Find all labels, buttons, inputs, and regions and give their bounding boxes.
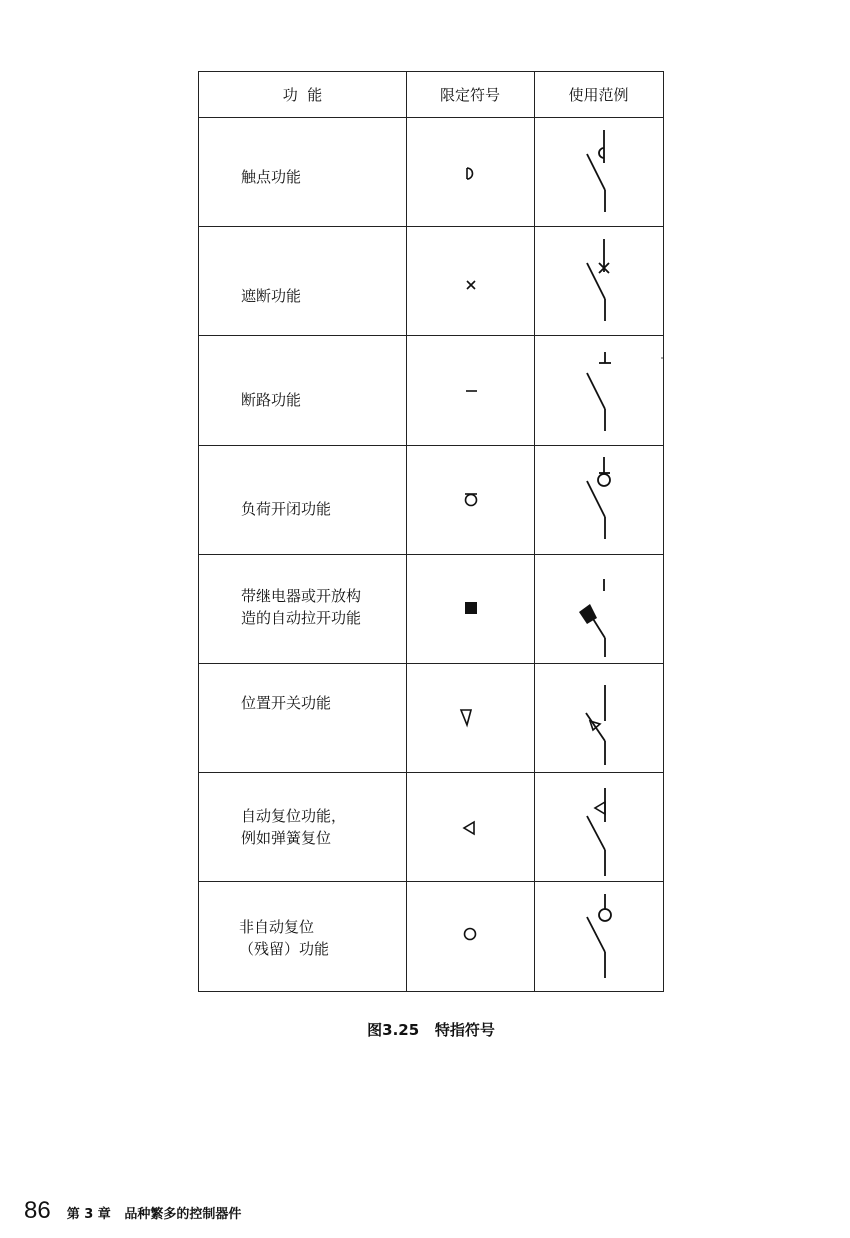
- row-4-function: 负荷开闭功能: [241, 500, 332, 518]
- scan-speck: [661, 357, 663, 359]
- row-3-function: 断路功能: [241, 391, 302, 409]
- non-automatic-return-function-example-icon: [565, 890, 635, 985]
- non-automatic-return-function-icon: [456, 920, 484, 948]
- row-2-function: 遮断功能: [241, 287, 302, 305]
- position-switch-function-icon: [456, 704, 484, 732]
- chapter-title: 第 3 章 品种繁多的控制器件: [66, 1207, 242, 1222]
- row-7-function: 自动复位功能， 例如弹簧复位: [241, 807, 347, 847]
- interrupting-function-icon: [458, 272, 486, 300]
- load-switching-function-example-icon: [565, 455, 635, 545]
- load-switching-function-icon: [457, 486, 485, 514]
- row-divider: [199, 226, 663, 227]
- header-qualifier-symbol: 限定符号: [439, 86, 500, 104]
- row-divider: [199, 335, 663, 336]
- automatic-release-function-example-icon: [565, 563, 635, 658]
- row-5-function: 带继电器或开放构 造的自动拉开功能: [241, 587, 362, 627]
- column-divider: [406, 72, 407, 991]
- row-divider: [199, 117, 663, 118]
- column-divider: [534, 72, 535, 991]
- automatic-return-function-icon: [457, 814, 485, 842]
- header-function: 功 能: [282, 86, 323, 104]
- row-divider: [199, 663, 663, 664]
- contact-function-example-icon: [565, 128, 635, 218]
- automatic-return-function-example-icon: [565, 782, 635, 877]
- row-divider: [199, 772, 663, 773]
- contact-function-icon: [456, 160, 484, 188]
- row-6-function: 位置开关功能: [241, 694, 332, 712]
- page-footer: [24, 1197, 241, 1225]
- position-switch-function-example-icon: [565, 671, 635, 766]
- figure-caption: 图3.25 特指符号: [367, 1021, 495, 1039]
- header-usage-example: 使用范例: [568, 86, 629, 104]
- breaking-function-icon: [458, 378, 486, 406]
- row-divider: [199, 445, 663, 446]
- row-divider: [199, 881, 663, 882]
- row-8-function: 非自动复位 （残留）功能: [239, 918, 330, 958]
- row-divider: [199, 554, 663, 555]
- breaking-function-example-icon: [565, 346, 635, 436]
- interrupting-function-example-icon: [565, 237, 635, 327]
- page-number: 86: [24, 1197, 51, 1224]
- row-1-function: 触点功能: [241, 168, 302, 186]
- automatic-release-function-icon: [458, 594, 486, 622]
- qualifying-symbols-table: [198, 71, 664, 992]
